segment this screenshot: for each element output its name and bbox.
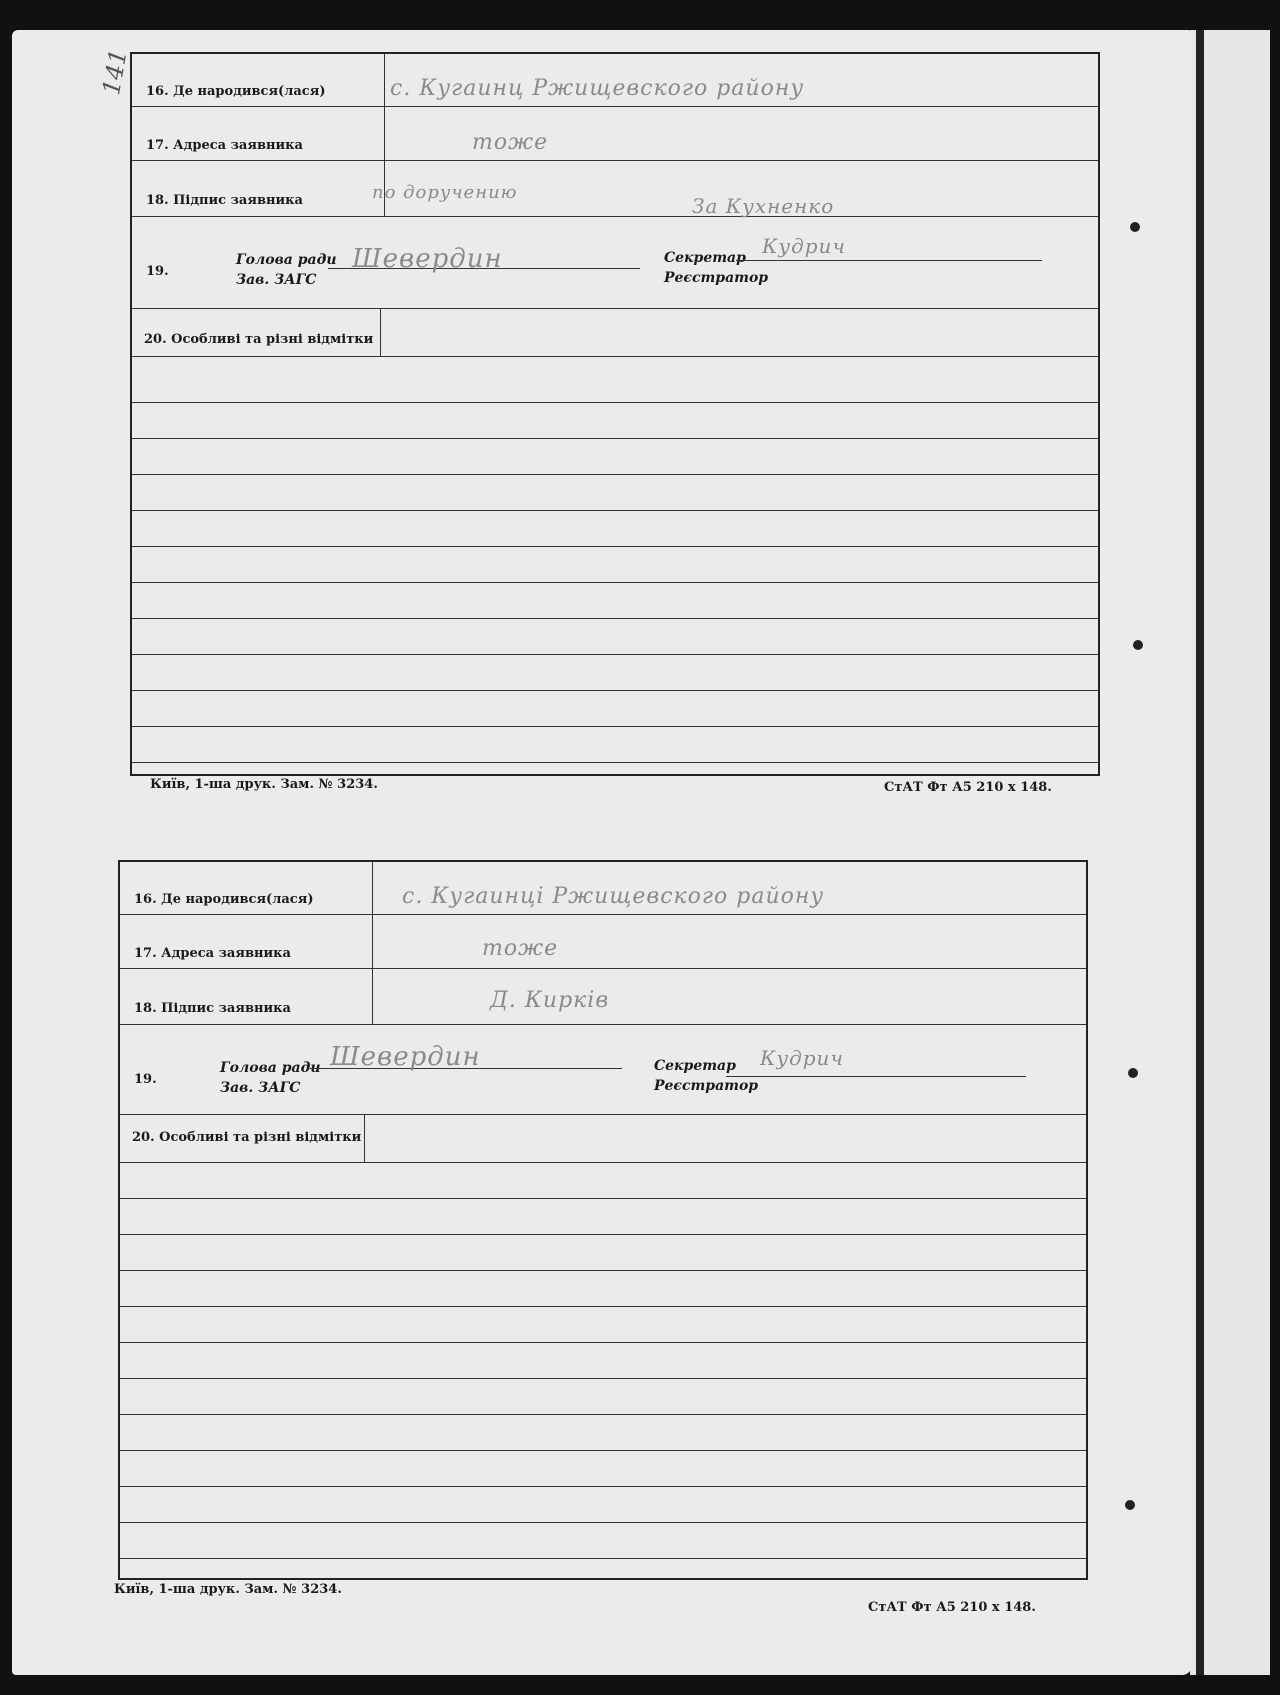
row-19-number: 19.	[134, 1072, 157, 1087]
remarks-line	[132, 402, 1098, 403]
signature-label: 18. Підпис заявника	[146, 193, 303, 208]
handwritten-address: тоже	[482, 936, 559, 961]
binding-hole	[1128, 1068, 1138, 1078]
birthplace-label: 16. Де народився(лася)	[146, 84, 326, 99]
print-footer-right: СтАТ Фт А5 210 х 148.	[868, 1600, 1036, 1615]
remarks-line	[132, 618, 1098, 619]
remarks-line	[120, 1306, 1086, 1307]
registration-form-bottom	[118, 860, 1088, 1580]
handwritten-address: тоже	[472, 130, 549, 155]
row-19-number: 19.	[146, 264, 169, 279]
remarks-label: 20. Особливі та різні відмітки	[132, 1130, 362, 1145]
page-number: 141	[97, 47, 133, 97]
secretary-label: Секретар	[664, 250, 746, 266]
birthplace-label: 16. Де народився(лася)	[134, 892, 314, 907]
address-label: 17. Адреса заявника	[146, 138, 303, 153]
registration-form-top	[130, 52, 1100, 776]
remarks-label: 20. Особливі та різні відмітки	[144, 332, 374, 347]
registry-head-label: Зав. ЗАГС	[236, 272, 317, 288]
remarks-line	[132, 474, 1098, 475]
registry-head-label: Зав. ЗАГС	[220, 1080, 301, 1096]
remarks-line	[120, 1234, 1086, 1235]
remarks-line	[132, 762, 1098, 763]
remarks-line	[132, 582, 1098, 583]
remarks-line	[132, 654, 1098, 655]
remarks-line	[132, 546, 1098, 547]
chairman-label: Голова ради	[236, 252, 337, 268]
handwritten-chairman-signature: Шевердин	[330, 1042, 481, 1072]
address-label: 17. Адреса заявника	[134, 946, 291, 961]
registrar-label: Реєстратор	[654, 1078, 759, 1094]
remarks-line	[132, 690, 1098, 691]
print-footer-left: Київ, 1-ша друк. Зам. № 3234.	[150, 777, 378, 792]
secretary-label: Секретар	[654, 1058, 736, 1074]
remarks-line	[120, 1342, 1086, 1343]
remarks-line	[120, 1414, 1086, 1415]
remarks-line	[120, 1450, 1086, 1451]
secretary-signature-line	[726, 1076, 1026, 1077]
binding-hole	[1130, 222, 1140, 232]
signature-label: 18. Підпис заявника	[134, 1001, 291, 1016]
adjacent-page-edge	[1190, 30, 1270, 1675]
handwritten-secretary-signature: Кудрич	[762, 234, 846, 258]
remarks-line	[120, 1198, 1086, 1199]
registrar-label: Реєстратор	[664, 270, 769, 286]
handwritten-signature-2: За Кухненко	[692, 194, 835, 218]
remarks-line	[120, 1558, 1086, 1559]
remarks-line	[120, 1270, 1086, 1271]
remarks-line	[132, 510, 1098, 511]
remarks-line	[120, 1486, 1086, 1487]
remarks-line	[120, 1522, 1086, 1523]
remarks-line	[132, 438, 1098, 439]
handwritten-signature: Д. Кирків	[490, 988, 610, 1013]
remarks-line	[120, 1378, 1086, 1379]
chairman-label: Голова ради	[220, 1060, 321, 1076]
handwritten-birthplace: с. Кугаинці Ржищевского району	[402, 884, 825, 909]
handwritten-chairman-signature: Шевердин	[352, 244, 503, 274]
handwritten-birthplace: с. Кугаинц Ржищевского району	[390, 76, 805, 101]
print-footer-right: СтАТ Фт А5 210 х 148.	[884, 780, 1052, 795]
handwritten-signature: по доручению	[372, 182, 518, 203]
print-footer-left: Київ, 1-ша друк. Зам. № 3234.	[114, 1582, 342, 1597]
binding-hole	[1133, 640, 1143, 650]
handwritten-secretary-signature: Кудрич	[760, 1046, 844, 1070]
secretary-signature-line	[736, 260, 1042, 261]
remarks-line	[132, 726, 1098, 727]
binding-hole	[1125, 1500, 1135, 1510]
